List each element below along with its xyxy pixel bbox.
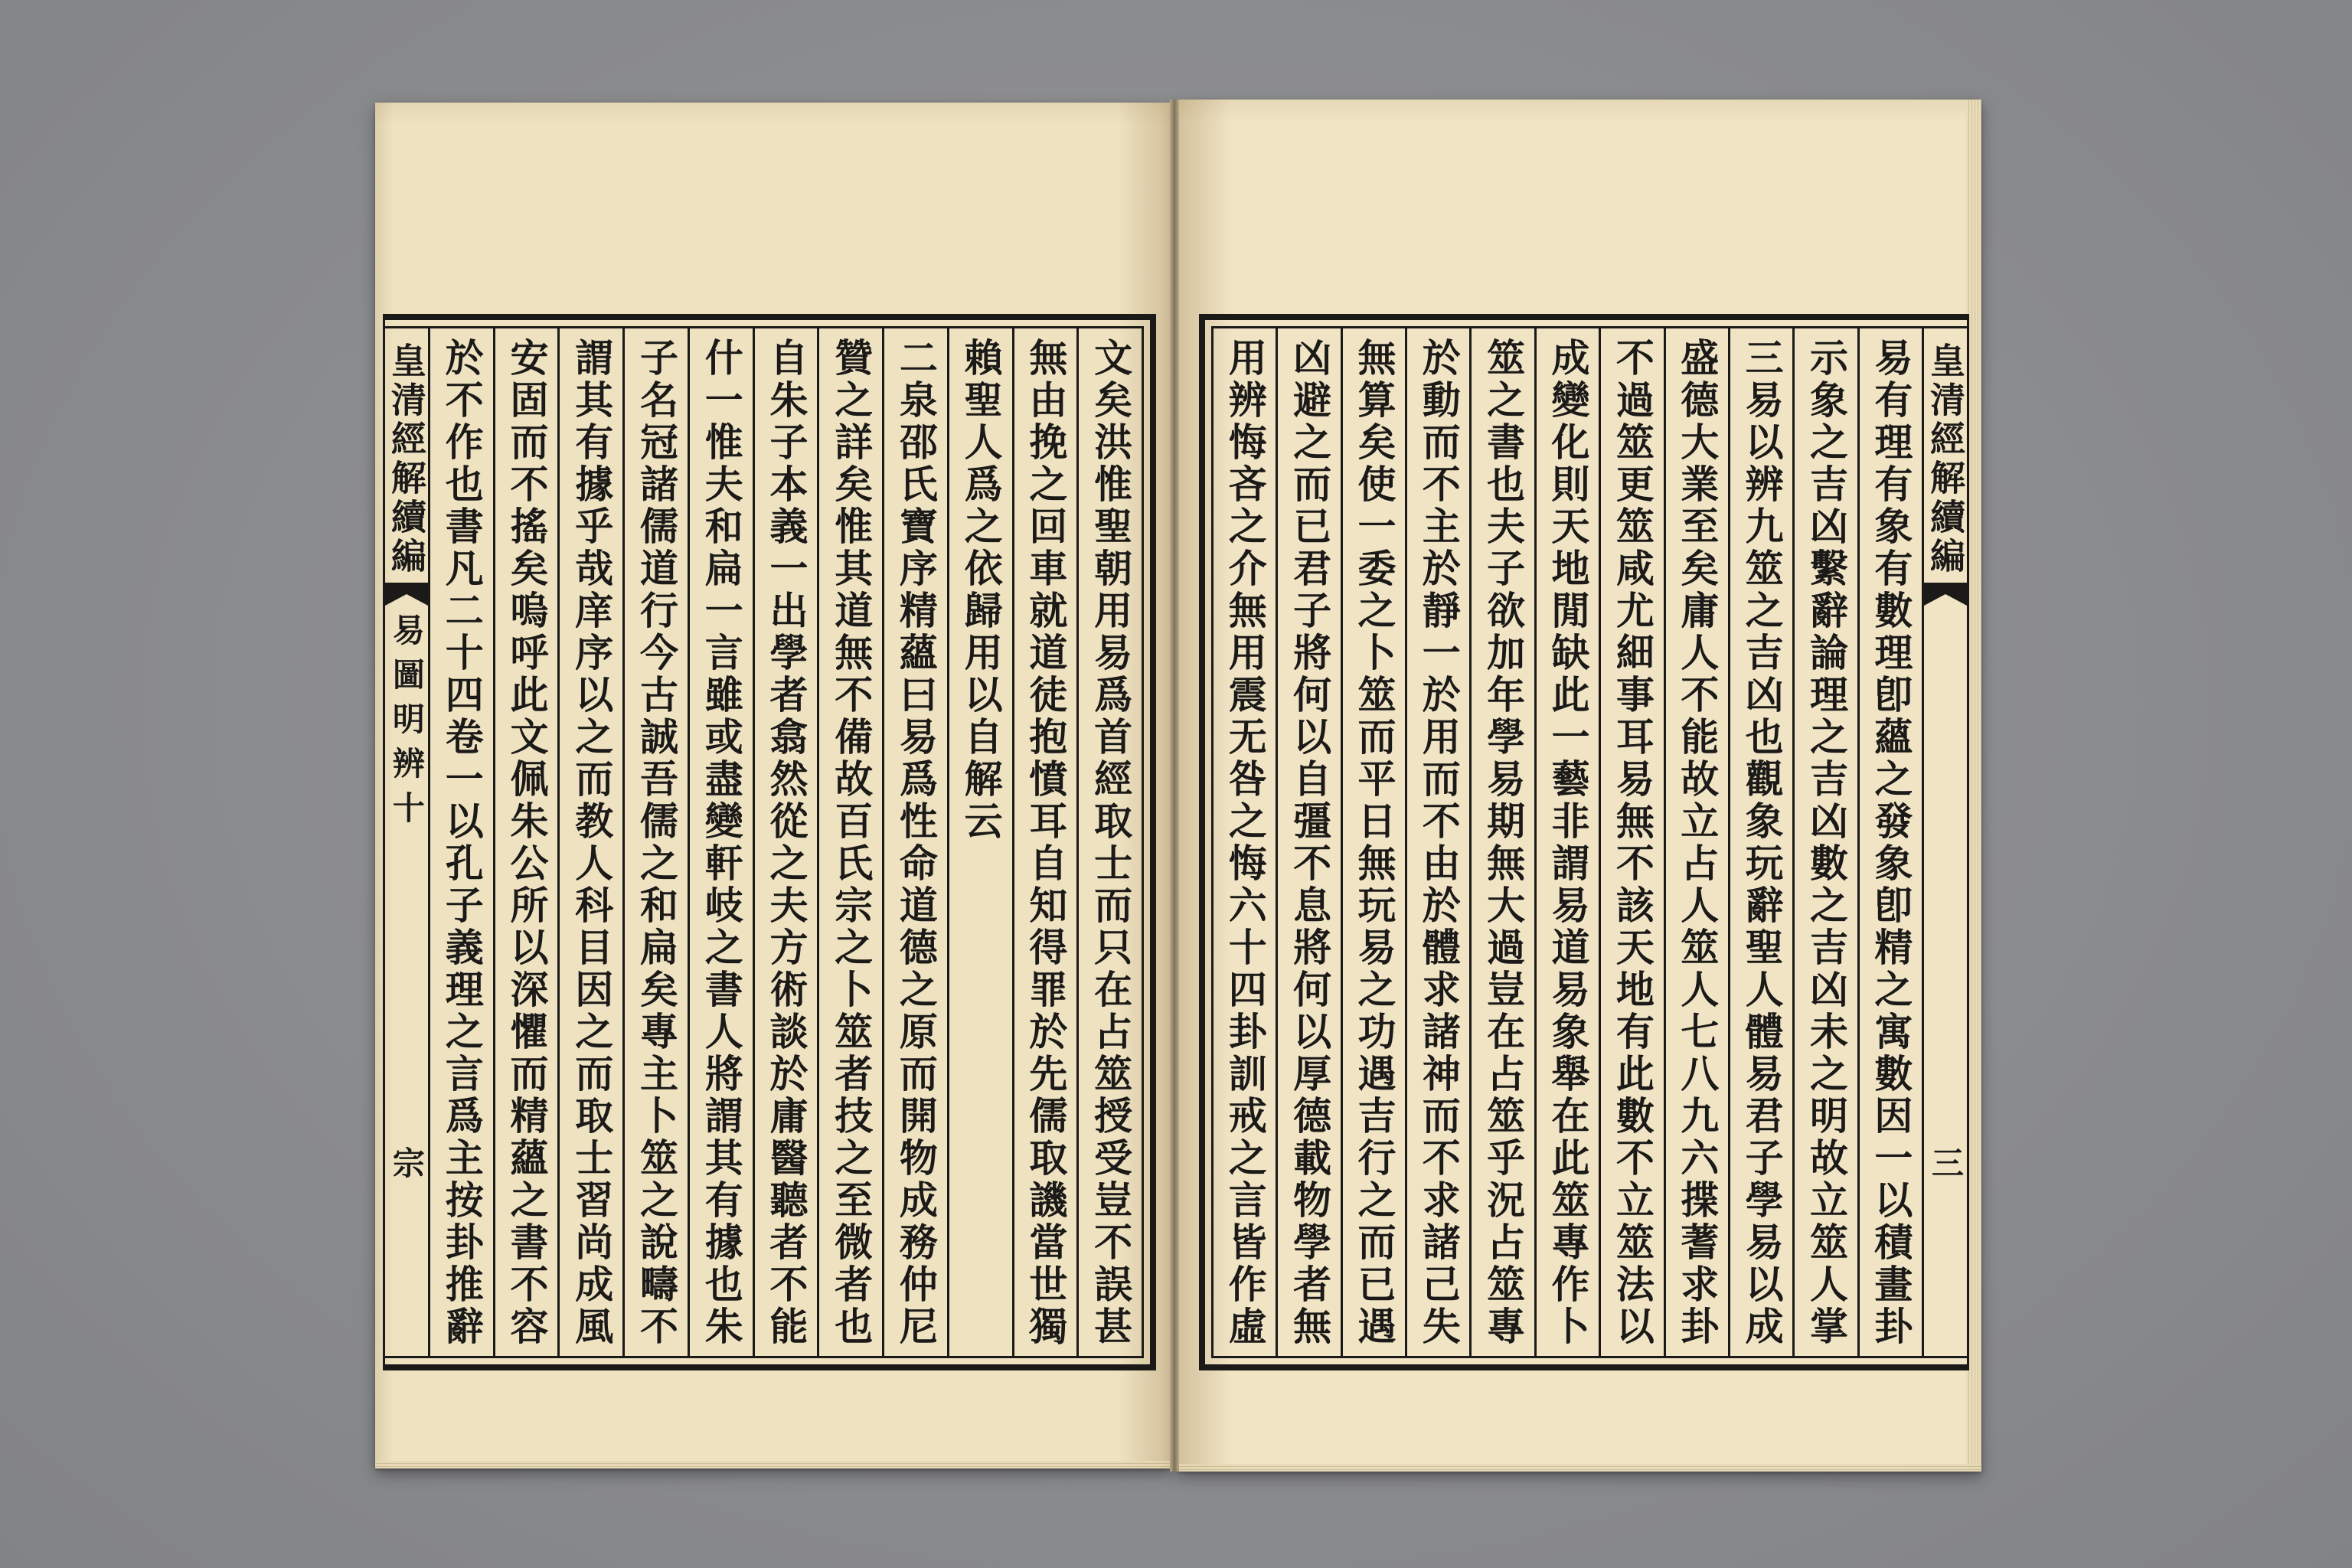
column-text: 凶避之而已君子將何以自彊不息將何以厚德載物學者無 [1287, 338, 1333, 1348]
column-text: 自朱子本義一出學者翕然從之夫方術談於庸醫聽者不能 [763, 338, 809, 1348]
banxin-chapter: 易圖明辨十 [387, 613, 426, 835]
banxin-center-strip [1924, 328, 1967, 1356]
banxin-title: 皇清經解續編 [1925, 342, 1966, 577]
column-text: 盛德大業至矣庸人不能故立占人筮人七八九六揲蓍求卦 [1674, 338, 1720, 1348]
text-column [1795, 328, 1859, 1356]
column-text: 贊之詳矣惟其道無不備故百氏宗之卜筮者技之至微者也 [828, 338, 874, 1348]
column-text: 二泉邵氏寶序精蘊曰易爲性命道德之原而開物成務仲尼 [893, 338, 939, 1348]
banxin-title: 皇清經解續編 [385, 342, 427, 577]
text-column [882, 328, 947, 1356]
column-text: 謂其有據乎哉庠序以之而教人科目因之而取士習尚成風 [569, 338, 615, 1348]
banxin-footer: 宗 [387, 1146, 426, 1178]
left-page-frame [383, 314, 1156, 1370]
column-text: 成變化則天地閒缺此一藝非謂易道易象舉在此筮專作卜 [1545, 338, 1591, 1348]
fishtail-mark-icon [385, 583, 428, 606]
book-spine [1170, 100, 1179, 1472]
column-text: 於動而不主於靜一於用而不由於體求諸神而不求諸己失 [1416, 338, 1462, 1348]
column-text: 什一惟夫和扁一言雖或盡變軒岐之書人將謂其有據也朱 [698, 338, 744, 1348]
text-column [557, 328, 622, 1356]
text-column [1730, 328, 1795, 1356]
right-page-text-block [1211, 326, 1967, 1358]
column-text: 不過筮更筮咸尤細事耳易無不該天地有此數不立筮法以 [1609, 338, 1655, 1348]
column-text: 無由挽之回車就道徒抱憤耳自知得罪於先儒取譏當世獨 [1023, 338, 1069, 1348]
column-text: 三易以辨九筮之吉凶也觀象玩辭聖人體易君子學易以成 [1739, 338, 1785, 1348]
banxin-center-strip [385, 328, 428, 1356]
column-text: 用辨悔吝之介無用震无咎之悔六十四卦訓戒之言皆作虛 [1222, 338, 1268, 1348]
text-column [947, 328, 1012, 1356]
column-text: 於不作也書凡二十四卷一以孔子義理之言爲主按卦推辭 [439, 338, 485, 1348]
column-text: 筮之書也夫子欲加年學易期無大過豈在占筮乎況占筮專 [1481, 338, 1527, 1348]
text-column [1407, 328, 1472, 1356]
fishtail-mark-icon [1924, 583, 1967, 606]
right-page-frame [1199, 314, 1969, 1370]
text-column [493, 328, 558, 1356]
column-text: 文矣洪惟聖朝用易爲首經取士而只在占筮授受豈不誤甚 [1088, 338, 1134, 1348]
column-text: 示象之吉凶繫辭論理之吉凶數之吉凶未之明故立筮人掌 [1803, 338, 1849, 1348]
text-column [688, 328, 753, 1356]
text-column [1666, 328, 1730, 1356]
text-column [622, 328, 688, 1356]
text-column [1214, 328, 1278, 1356]
text-column [1278, 328, 1342, 1356]
column-text: 子名冠諸儒道行今古誠吾儒之和扁矣專主卜筮之說疇不 [633, 338, 679, 1348]
left-page-bottom-edge [375, 1461, 1171, 1468]
text-column [1601, 328, 1665, 1356]
column-text: 易有理有象有數理卽蘊之發象卽精之寓數因一以積畫卦 [1868, 338, 1914, 1348]
text-column [817, 328, 882, 1356]
banxin-footer: 三 [1927, 1146, 1965, 1178]
text-column [753, 328, 818, 1356]
right-page-bottom-edge [1178, 1464, 1981, 1472]
text-column [1076, 328, 1142, 1356]
text-column [1860, 328, 1924, 1356]
text-column [1472, 328, 1536, 1356]
column-text: 賴聖人爲之依歸用以自解云 [958, 338, 1004, 843]
left-page-text-block [385, 326, 1144, 1358]
text-column [1537, 328, 1601, 1356]
column-text: 無算矣使一委之卜筮而平日無玩易之功遇吉行之而已遇 [1351, 338, 1397, 1348]
column-text: 安固而不搖矣嗚呼此文佩朱公所以深懼而精蘊之書不容 [504, 338, 550, 1348]
text-column [1343, 328, 1407, 1356]
text-column [1012, 328, 1077, 1356]
text-column [428, 328, 493, 1356]
